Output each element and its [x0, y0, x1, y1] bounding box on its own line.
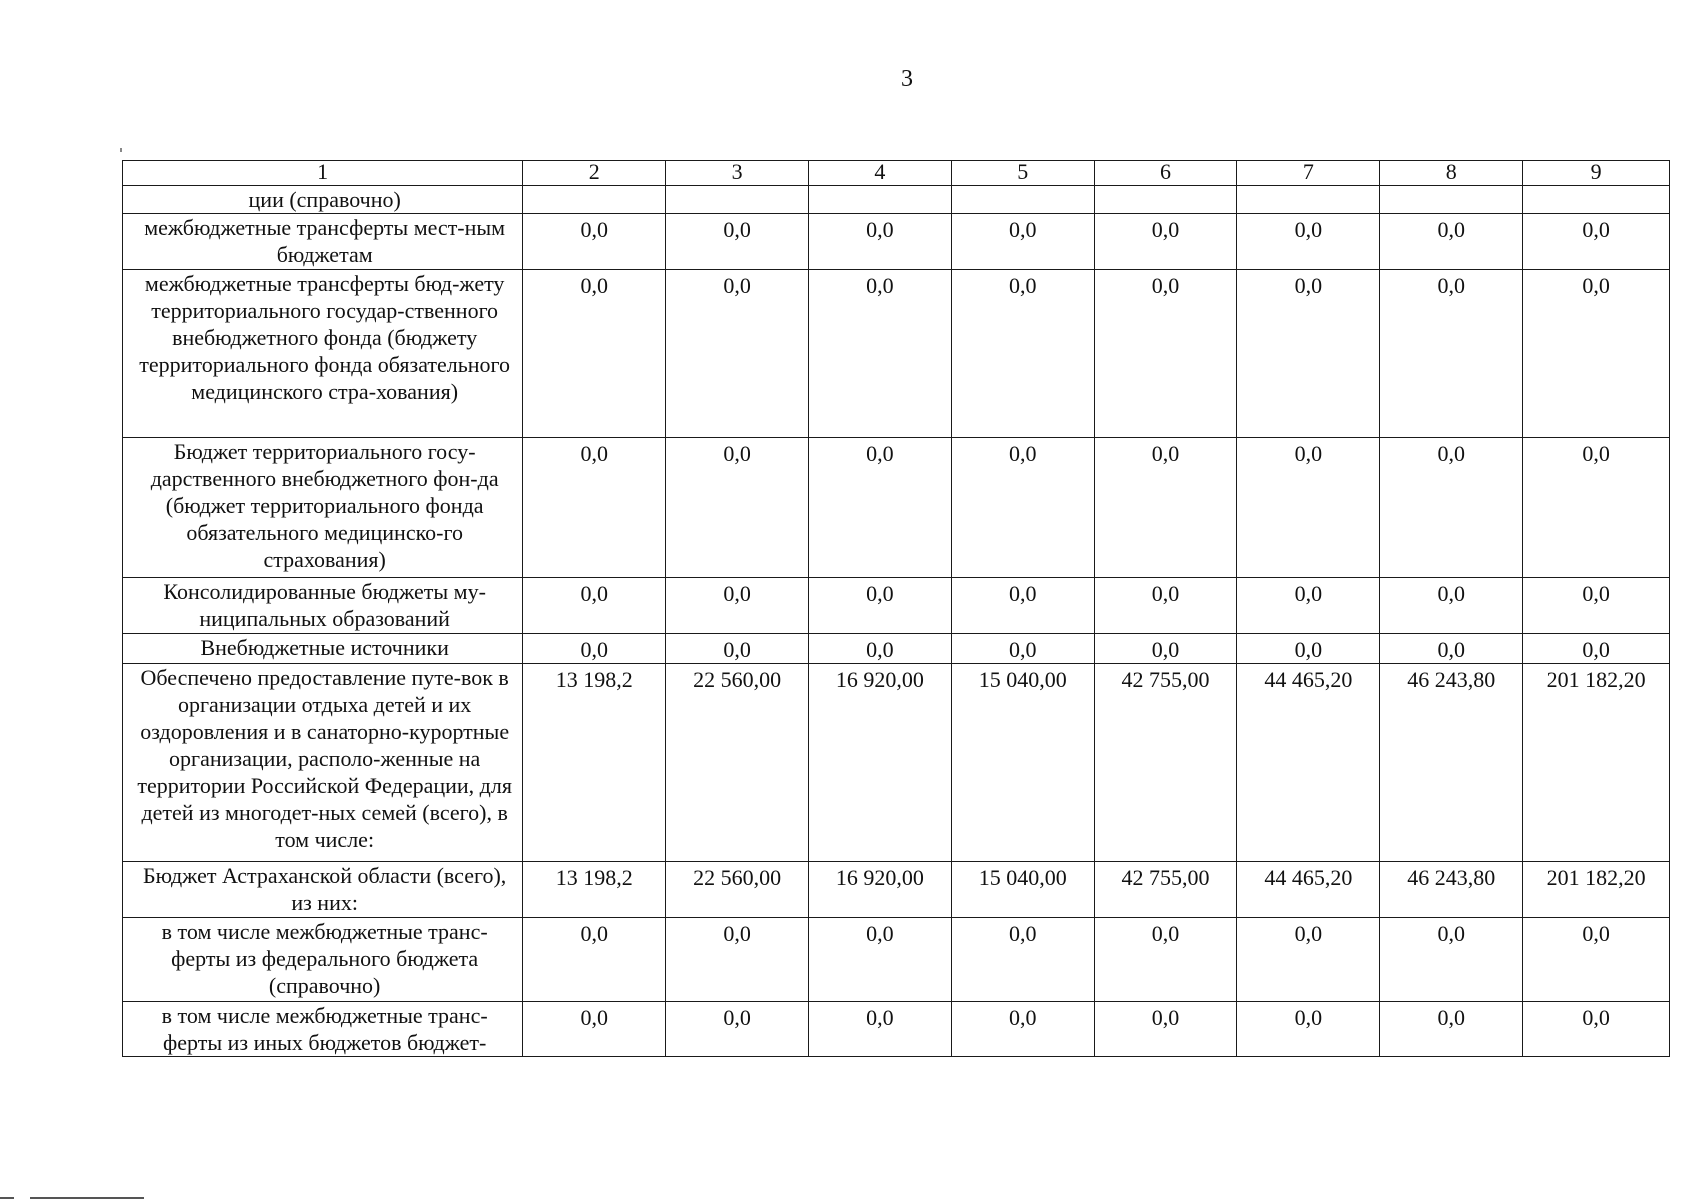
value-cell: 0,0 — [951, 634, 1094, 664]
value-cell — [951, 186, 1094, 214]
column-number-row — [123, 161, 1670, 186]
value-cell: 0,0 — [1094, 214, 1237, 270]
value-cell: 0,0 — [951, 1002, 1094, 1057]
value-cell: 0,0 — [1380, 1002, 1523, 1057]
value-cell: 0,0 — [951, 438, 1094, 578]
value-cell: 44 465,20 — [1237, 862, 1380, 918]
row-label: Консолидированные бюджеты му-ниципальных образований — [123, 578, 523, 634]
footer-rule — [30, 1197, 144, 1199]
value-cell — [1380, 186, 1523, 214]
table-row — [123, 634, 1670, 664]
value-cell: 42 755,00 — [1094, 862, 1237, 918]
row-label: Внебюджетные источники — [123, 634, 523, 664]
value-cell: 0,0 — [1523, 578, 1670, 634]
column-header: 2 — [523, 161, 666, 186]
row-label: межбюджетные трансферты бюд-жету территориального государ-ственного внебюджетного фонда (бюджету территориального фонда обязательного медицинского стра-хования) — [123, 270, 523, 438]
value-cell: 0,0 — [1523, 918, 1670, 1002]
value-cell: 0,0 — [666, 634, 809, 664]
value-cell: 0,0 — [808, 1002, 951, 1057]
value-cell: 0,0 — [1094, 634, 1237, 664]
value-cell: 0,0 — [1523, 634, 1670, 664]
value-cell: 13 198,2 — [523, 862, 666, 918]
value-cell: 0,0 — [1380, 578, 1523, 634]
value-cell: 0,0 — [808, 634, 951, 664]
value-cell: 0,0 — [1094, 438, 1237, 578]
value-cell: 0,0 — [1380, 634, 1523, 664]
value-cell: 15 040,00 — [951, 664, 1094, 862]
value-cell: 0,0 — [808, 918, 951, 1002]
footer-rule — [0, 1197, 14, 1199]
value-cell: 0,0 — [1237, 918, 1380, 1002]
value-cell — [666, 186, 809, 214]
value-cell: 13 198,2 — [523, 664, 666, 862]
value-cell: 0,0 — [1237, 270, 1380, 438]
value-cell: 0,0 — [1380, 214, 1523, 270]
value-cell: 0,0 — [666, 214, 809, 270]
value-cell: 0,0 — [951, 918, 1094, 1002]
value-cell: 0,0 — [1523, 438, 1670, 578]
left-margin-mark — [120, 148, 122, 152]
value-cell: 15 040,00 — [951, 862, 1094, 918]
value-cell: 0,0 — [808, 578, 951, 634]
row-label: ции (справочно) — [123, 186, 523, 214]
value-cell: 16 920,00 — [808, 862, 951, 918]
table-row — [123, 664, 1670, 862]
value-cell: 0,0 — [1094, 1002, 1237, 1057]
page-number: 3 — [901, 66, 913, 92]
column-header: 6 — [1094, 161, 1237, 186]
value-cell: 0,0 — [1237, 214, 1380, 270]
value-cell: 0,0 — [808, 438, 951, 578]
value-cell: 44 465,20 — [1237, 664, 1380, 862]
value-cell: 0,0 — [666, 438, 809, 578]
value-cell: 0,0 — [1094, 578, 1237, 634]
value-cell: 0,0 — [523, 578, 666, 634]
table-row — [123, 1002, 1670, 1057]
value-cell: 0,0 — [1380, 270, 1523, 438]
value-cell: 0,0 — [523, 270, 666, 438]
table-row — [123, 270, 1670, 438]
value-cell: 46 243,80 — [1380, 664, 1523, 862]
value-cell: 0,0 — [1237, 634, 1380, 664]
value-cell: 201 182,20 — [1523, 664, 1670, 862]
value-cell — [523, 186, 666, 214]
value-cell: 22 560,00 — [666, 862, 809, 918]
table-row — [123, 862, 1670, 918]
row-label: межбюджетные трансферты мест-ным бюджетам — [123, 214, 523, 270]
value-cell: 0,0 — [1523, 270, 1670, 438]
value-cell: 0,0 — [523, 918, 666, 1002]
row-label: в том числе межбюджетные транс-ферты из иных бюджетов бюджет- — [123, 1002, 523, 1057]
value-cell: 0,0 — [666, 270, 809, 438]
value-cell: 46 243,80 — [1380, 862, 1523, 918]
column-header: 8 — [1380, 161, 1523, 186]
value-cell: 201 182,20 — [1523, 862, 1670, 918]
value-cell: 22 560,00 — [666, 664, 809, 862]
value-cell — [808, 186, 951, 214]
row-label: в том числе межбюджетные транс-ферты из федерального бюджета (справочно) — [123, 918, 523, 1002]
budget-table — [122, 160, 1670, 1057]
column-header: 7 — [1237, 161, 1380, 186]
column-header: 4 — [808, 161, 951, 186]
value-cell: 0,0 — [951, 214, 1094, 270]
value-cell: 0,0 — [666, 578, 809, 634]
value-cell: 0,0 — [523, 438, 666, 578]
value-cell: 0,0 — [808, 270, 951, 438]
value-cell: 0,0 — [1380, 438, 1523, 578]
value-cell: 0,0 — [666, 918, 809, 1002]
value-cell: 0,0 — [1094, 270, 1237, 438]
value-cell: 0,0 — [1094, 918, 1237, 1002]
column-header: 5 — [951, 161, 1094, 186]
value-cell: 0,0 — [1237, 578, 1380, 634]
value-cell — [1237, 186, 1380, 214]
value-cell: 0,0 — [1380, 918, 1523, 1002]
value-cell: 42 755,00 — [1094, 664, 1237, 862]
row-label: Обеспечено предоставление путе-вок в организации отдыха детей и их оздоровления и в санаторно-курортные организации, располо-женные на территории Российской Федерации, для детей из многодет-ных семей (всего), в том числе: — [123, 664, 523, 862]
value-cell: 0,0 — [523, 214, 666, 270]
value-cell: 0,0 — [666, 1002, 809, 1057]
row-label: Бюджет Астраханской области (всего), из них: — [123, 862, 523, 918]
value-cell — [1523, 186, 1670, 214]
column-header: 3 — [666, 161, 809, 186]
table-row — [123, 578, 1670, 634]
table-row — [123, 918, 1670, 1002]
value-cell: 0,0 — [523, 1002, 666, 1057]
table-row — [123, 214, 1670, 270]
column-header: 9 — [1523, 161, 1670, 186]
value-cell: 0,0 — [808, 214, 951, 270]
value-cell: 0,0 — [1523, 1002, 1670, 1057]
value-cell: 0,0 — [523, 634, 666, 664]
value-cell — [1094, 186, 1237, 214]
value-cell: 0,0 — [951, 270, 1094, 438]
table-row — [123, 438, 1670, 578]
value-cell: 16 920,00 — [808, 664, 951, 862]
value-cell: 0,0 — [1237, 1002, 1380, 1057]
value-cell: 0,0 — [951, 578, 1094, 634]
row-label: Бюджет территориального госу-дарственного внебюджетного фон-да (бюджет территориального фонда обязательного медицинско-го страхования) — [123, 438, 523, 578]
column-header: 1 — [123, 161, 523, 186]
table-row — [123, 186, 1670, 214]
value-cell: 0,0 — [1237, 438, 1380, 578]
value-cell: 0,0 — [1523, 214, 1670, 270]
